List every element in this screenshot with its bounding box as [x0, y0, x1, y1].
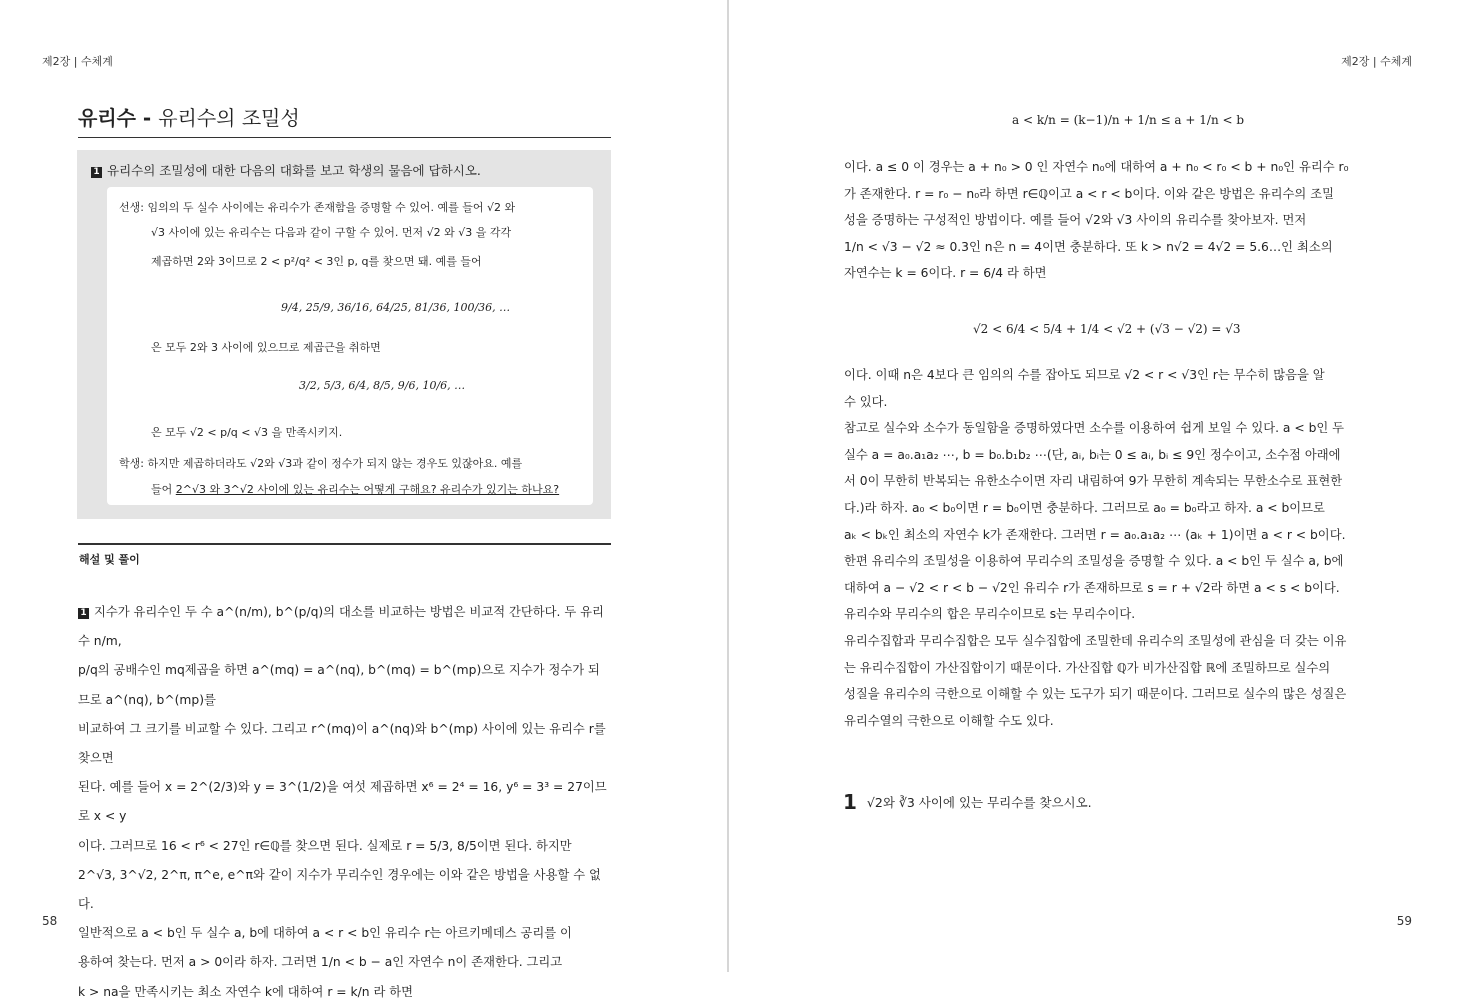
- question-heading-text: 유리수의 조밀성에 대한 다음의 대화를 보고 학생의 물음에 답하시오.: [107, 163, 481, 178]
- title-dash: -: [135, 106, 159, 130]
- question-box: [77, 150, 611, 519]
- solution-line-6: 일반적으로 a < b인 두 실수 a, b에 대하여 a < r < b인 유리수 r는 아르키메데스 공리를 이: [78, 926, 572, 941]
- question-heading: [91, 161, 481, 179]
- solution-line-7: 용하여 찾는다. 먼저 a > 0이라 하자. 그러면 1/n < b − a인 자연수 n이 존재한다. 그리고: [78, 955, 563, 970]
- solution-right-line: 성질을 유리수의 극한으로 이해할 수 있는 도구가 되기 때문이다. 그러므로 실수의 많은 성질은: [844, 687, 1347, 702]
- solution-right-line: aₖ < bₖ인 최소의 자연수 k가 존재한다. 그러면 r = a₀.a₁a₂ ⋯ (aₖ + 1)이면 a < r < b이다.: [844, 527, 1346, 542]
- dialogue-line: √3 사이에 있는 유리수는 다음과 같이 구할 수 있어. 먼저 √2 와 √3 을 각각: [151, 226, 512, 239]
- solution-right-line: 서 0이 무한히 반복되는 유한소수이면 자리 내림하여 9가 무한히 계속되는 무한소수로 표현한: [844, 474, 1343, 489]
- solution-line-1: p/q의 공배수인 mq제곱을 하면 a^(mq) = a^(nq), b^(mq) = b^(mp)으로 지수가 정수가 되므로 a^(nq), b^(mp)를: [78, 663, 600, 707]
- equation-2: √2 < 6/4 < 5/4 + 1/4 < √2 + (√3 − √2) = √3: [973, 322, 1241, 336]
- dialogue-line: 은 모두 2와 3 사이에 있으므로 제곱근을 취하면: [151, 341, 381, 354]
- solution-line-4: 이다. 그러므로 16 < r⁶ < 27인 r∈ℚ를 찾으면 된다. 실제로 r = 5/3, 8/5이면 된다. 하지만: [78, 838, 572, 853]
- solution-right-body-2: [844, 362, 1378, 734]
- solution-line-5: 2^√3, 3^√2, 2^π, π^e, e^π와 같이 지수가 무리수인 경우에는 이와 같은 방법을 사용할 수 없다.: [78, 867, 601, 912]
- solution-right-line: 이다. 이때 n은 4보다 큰 임의의 수를 잡아도 되므로 √2 < r < √3인 r는 무수히 많음을 알: [844, 368, 1325, 382]
- question-number-badge: 1: [91, 167, 102, 178]
- solution-line-8: k > na을 만족시키는 최소 자연수 k에 대하여 r = k/n 라 하면: [78, 984, 414, 999]
- title-main: 유리수: [78, 106, 136, 130]
- solution-left-body: [78, 598, 611, 1007]
- fraction-list-1: 9/4, 25/9, 36/16, 64/25, 81/36, 100/36, …: [281, 301, 511, 314]
- solution-right-line: 이다. a ≤ 0 이 경우는 a + n₀ > 0 인 자연수 n₀에 대하여 a + n₀ < r₀ < b + n₀인 유리수 r₀: [844, 160, 1349, 174]
- title-sub: 유리수의 조밀성: [158, 106, 300, 130]
- solution-right-line: 유리수집합과 무리수집합은 모두 실수집합에 조밀한데 유리수의 조밀성에 관심을 더 갖는 이유: [844, 633, 1347, 648]
- dialogue-line: [151, 477, 559, 503]
- student-question: 2^√3 와 3^√2 사이에 있는 유리수는 어떻게 구해요? 유리수가 있기는 하나요?: [175, 483, 560, 496]
- problem-text: √2와 ∛3 사이에 있는 무리수를 찾으시오.: [866, 795, 1092, 810]
- fraction-list-2: 3/2, 5/3, 6/4, 8/5, 9/6, 10/6, …: [299, 379, 466, 392]
- solution-heading: 해설 및 풀이: [79, 553, 140, 566]
- solution-right-line: 수 있다.: [844, 394, 888, 409]
- equation-1: a < k/n = (k−1)/n + 1/n ≤ a + 1/n < b: [1012, 113, 1245, 127]
- solution-right-line: 1/n < √3 − √2 ≈ 0.3인 n은 n = 4이면 충분하다. 또 k > n√2 = 4√2 = 5.6…인 최소의: [844, 239, 1333, 254]
- section-title: [78, 102, 611, 138]
- dialogue-line: 학생: 하지만 제곱하더라도 √2와 √3과 같이 정수가 되지 않는 경우도 있잖아요. 예를: [119, 457, 523, 470]
- running-header-left: 제2장 | 수체계: [42, 55, 113, 68]
- running-header-right: 제2장 | 수체계: [1341, 55, 1412, 68]
- solution-right-line: 자연수는 k = 6이다. r = 6/4 라 하면: [844, 266, 1047, 281]
- solution-right-line: 가 존재한다. r = r₀ − n₀라 하면 r∈ℚ이고 a < r < b이다. 이와 같은 방법은 유리수의 조밀: [844, 186, 1334, 201]
- dialogue-line: 선생: 임의의 두 실수 사이에는 유리수가 존재함을 증명할 수 있어. 예를 들어 √2 와: [119, 201, 516, 214]
- section-rule: [78, 543, 611, 545]
- exercise-problem: [843, 790, 1092, 814]
- solution-right-line: 참고로 실수와 소수가 동일함을 증명하였다면 소수를 이용하여 쉽게 보일 수 있다. a < b인 두: [844, 421, 1345, 436]
- dialogue-line: 제곱하면 2와 3이므로 2 < p²/q² < 3인 p, q를 찾으면 돼. 예를 들어: [151, 255, 482, 268]
- left-page: [0, 0, 727, 999]
- page-number-left: 58: [42, 914, 58, 928]
- solution-right-line: 한편 유리수의 조밀성을 이용하여 무리수의 조밀성을 증명할 수 있다. a < b인 두 실수 a, b에: [844, 554, 1344, 569]
- solution-right-line: 유리수열의 극한으로 이해할 수도 있다.: [844, 713, 1054, 728]
- solution-line-3: 된다. 예를 들어 x = 2^(2/3)와 y = 3^(1/2)을 여섯 제곱하면 x⁶ = 2⁴ = 16, y⁶ = 3³ = 27이므로 x < y: [78, 780, 607, 824]
- dialogue-box: [107, 187, 593, 505]
- solution-right-line: 는 유리수집합이 가산집합이기 때문이다. 가산집합 ℚ가 비가산집합 ℝ에 조밀하므로 실수의: [844, 660, 1331, 675]
- solution-line-2: 비교하여 그 크기를 비교할 수 있다. 그리고 r^(mq)이 a^(nq)와 b^(mp) 사이에 있는 유리수 r를 찾으면: [78, 721, 606, 766]
- solution-right-line: 성을 증명하는 구성적인 방법이다. 예를 들어 √2와 √3 사이의 유리수를 찾아보자. 먼저: [844, 213, 1307, 228]
- dialogue-line: 은 모두 √2 < p/q < √3 을 만족시키지.: [151, 426, 343, 439]
- solution-right-line: 다.)라 하자. a₀ < b₀이면 r = b₀이면 충분하다. 그러므로 a₀ = b₀라고 하자. a < b이므로: [844, 500, 1325, 515]
- solution-right-line: 대하여 a − √2 < r < b − √2인 유리수 r가 존재하므로 s = r + √2라 하면 a < s < b이다.: [844, 580, 1340, 595]
- solution-line-0: [78, 598, 611, 656]
- solution-right-line: 실수 a = a₀.a₁a₂ ⋯, b = b₀.b₁b₂ ⋯(단, aᵢ, bᵢ는 0 ≤ aᵢ, bᵢ ≤ 9인 정수이고, 소수점 아래에: [844, 447, 1341, 462]
- dialogue-line-prefix: 들어: [151, 483, 173, 496]
- solution-right-line: 유리수와 무리수의 합은 무리수이므로 s는 무리수이다.: [844, 607, 1136, 622]
- page-number-right: 59: [1396, 914, 1412, 928]
- solution-number-badge: 1: [78, 608, 89, 619]
- problem-number: 1: [843, 790, 857, 814]
- solution-text: 지수가 유리수인 두 수 a^(n/m), b^(p/q)의 대소를 비교하는 방법은 비교적 간단하다. 두 유리수 n/m,: [78, 605, 604, 649]
- solution-right-body-1: [844, 154, 1378, 287]
